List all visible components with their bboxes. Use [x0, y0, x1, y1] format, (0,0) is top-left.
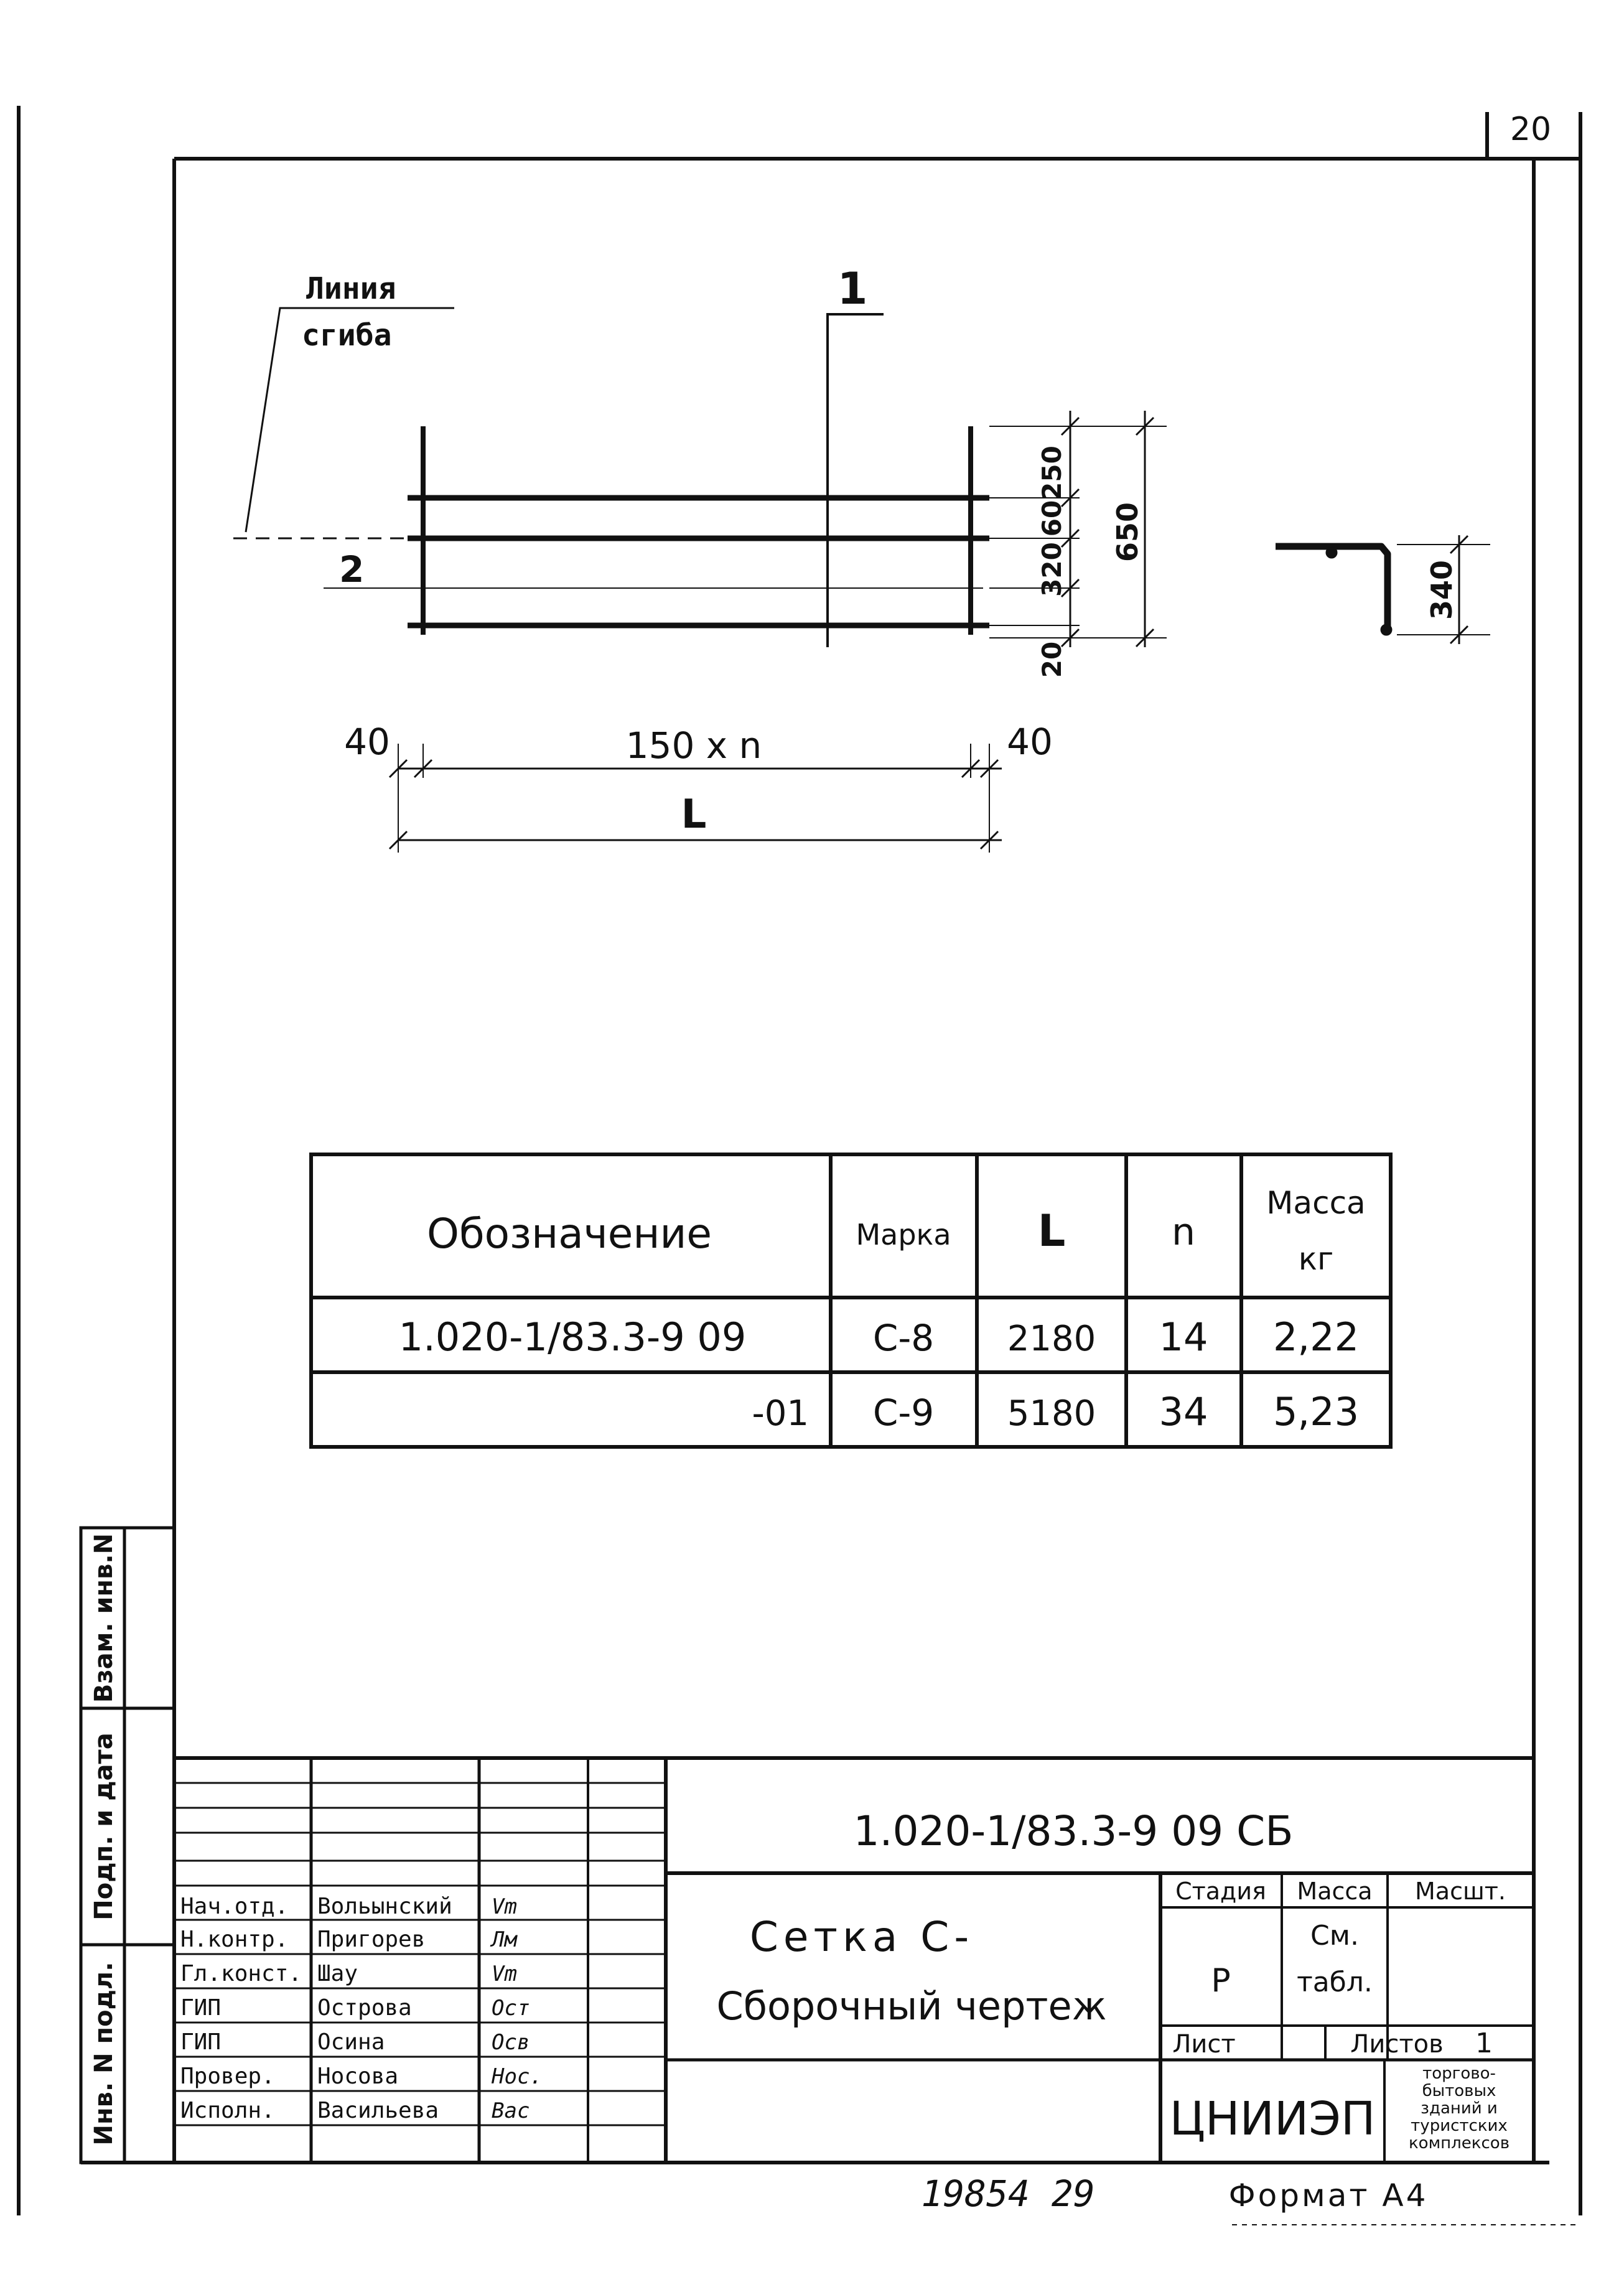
section-mark: 1	[837, 263, 868, 314]
spec-row2-n: 34	[1159, 1389, 1208, 1434]
org-sub-4: туристских	[1411, 2116, 1508, 2135]
staff-name: Вольынский	[317, 1894, 452, 1919]
org-sub-3: зданий и	[1421, 2099, 1498, 2118]
bend-line-label-1: Линия	[306, 271, 396, 306]
staff-name: Осина	[317, 2029, 385, 2055]
staff-role: ГИП	[180, 1995, 222, 2021]
staff-name: Пригорев	[317, 1927, 426, 1952]
org-sub-2: бытовых	[1422, 2082, 1496, 2100]
format-label: Формат А4	[1228, 2177, 1429, 2214]
staff-role: ГИП	[180, 2029, 222, 2055]
staff-role: Исполн.	[180, 2098, 275, 2123]
dim-L: L	[681, 792, 707, 838]
spec-row1-n: 14	[1159, 1314, 1208, 1360]
mass-header: Масса	[1297, 1878, 1373, 1905]
sheets-value: 1	[1475, 2027, 1493, 2059]
dim-340: 340	[1425, 559, 1458, 620]
mass-value-2: табл.	[1297, 1967, 1373, 1998]
stage-value: Р	[1211, 1962, 1231, 1999]
inventory-number: 19854 29	[921, 2172, 1095, 2215]
title-line-1: Сетка С-	[749, 1913, 974, 1961]
bend-line-label-2: сгиба	[302, 318, 392, 353]
spec-header-L: L	[1037, 1205, 1066, 1256]
staff-name: Носова	[317, 2064, 399, 2089]
sheets-label: Листов	[1350, 2030, 1444, 2059]
staff-role: Нач.отд.	[180, 1894, 289, 1919]
dim-40-right: 40	[1007, 721, 1053, 763]
spec-row2-mark: С-9	[872, 1391, 935, 1434]
spec-row2-designation: -01	[752, 1393, 809, 1434]
org-sub-1: торгово-	[1422, 2064, 1496, 2083]
org-name: ЦНИИЭП	[1169, 2092, 1376, 2146]
staff-role: Н.контр.	[180, 1927, 289, 1952]
spec-header-mass-2: кг	[1298, 1241, 1334, 1277]
side-stamp-podp: Подп. и дата	[90, 1733, 118, 1920]
sheet-label: Лист	[1172, 2030, 1236, 2059]
side-stamp-vzam: Взам. инв.N	[90, 1533, 118, 1703]
spec-header-mass-1: Масса	[1266, 1185, 1366, 1221]
staff-signature: Ост	[492, 1996, 530, 2021]
staff-signature: Нос.	[492, 2064, 543, 2089]
staff-signature: Vm	[492, 1894, 517, 1919]
staff-name: Шау	[317, 1961, 358, 1986]
org-sub-5: комплексов	[1408, 2134, 1510, 2153]
staff-signature: Вас	[492, 2098, 530, 2123]
spec-row1-mass: 2,22	[1272, 1314, 1360, 1360]
dim-20: 20	[1037, 641, 1067, 678]
dim-320: 320	[1037, 542, 1067, 597]
staff-role: Гл.конст.	[180, 1961, 302, 1986]
spec-table	[311, 1154, 1391, 1447]
spec-row1-designation: 1.020-1/83.3-9 09	[398, 1314, 747, 1360]
doc-code: 1.020-1/83.3-9 09 СБ	[853, 1807, 1294, 1855]
stage-header: Стадия	[1175, 1878, 1266, 1905]
mesh-drawing	[233, 308, 1490, 853]
dim-250: 250	[1037, 446, 1067, 500]
staff-signature: Vm	[492, 1962, 517, 1986]
spec-row2-mass: 5,23	[1272, 1389, 1360, 1434]
side-stamp-inv: Инв. N подл.	[90, 1962, 118, 2146]
staff-rows	[180, 1894, 543, 2123]
spec-header-n: n	[1171, 1210, 1196, 1254]
spec-header-designation: Обозначение	[427, 1210, 712, 1258]
sheet-corner-number: 20	[1510, 111, 1552, 148]
staff-signature: Лм	[492, 1927, 517, 1952]
scale-header: Масшт.	[1415, 1878, 1506, 1905]
spec-row2-L: 5180	[1007, 1393, 1096, 1434]
staff-signature: Осв	[492, 2030, 530, 2055]
spec-row1-mark: С-8	[872, 1317, 935, 1359]
staff-name: Васильева	[317, 2098, 439, 2123]
dim-60: 60	[1037, 500, 1067, 537]
bar-mark: 2	[339, 548, 365, 591]
spec-header-mark: Марка	[856, 1218, 951, 1251]
dim-40-left: 40	[344, 721, 390, 763]
mass-value-1: См.	[1310, 1920, 1359, 1952]
title-line-2: Сборочный чертеж	[716, 1983, 1107, 2029]
spec-row1-L: 2180	[1007, 1319, 1096, 1359]
dim-650: 650	[1111, 502, 1144, 563]
staff-role: Провер.	[180, 2064, 275, 2089]
dim-150n: 150 x n	[625, 724, 762, 767]
staff-name: Острова	[317, 1995, 412, 2021]
